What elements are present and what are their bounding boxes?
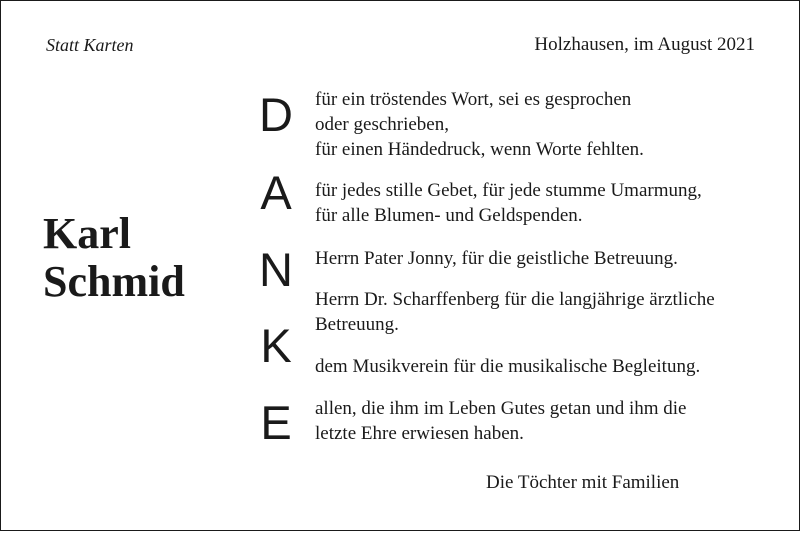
card-type-label: Statt Karten bbox=[46, 35, 134, 55]
place-date: Holzhausen, im August 2021 bbox=[534, 34, 755, 55]
last-name: Schmid bbox=[43, 257, 185, 306]
danke-vertical bbox=[253, 1, 299, 534]
thanks-paragraph-5: dem Musikverein für die musikalische Begleitung. bbox=[315, 356, 701, 377]
deceased-name bbox=[43, 210, 185, 306]
danke-letter-k: K bbox=[260, 319, 292, 372]
thanks-paragraph-2: für jedes stille Gebet, für jede stumme Umarmung, für alle Blumen- und Geldspenden. bbox=[315, 180, 702, 226]
thanks-paragraph-4: Herrn Dr. Scharffenberg für die langjährige ärztliche Betreuung. bbox=[315, 289, 715, 335]
signature: Die Töchter mit Familien bbox=[486, 472, 680, 493]
danke-letter-e: E bbox=[260, 396, 292, 449]
danke-letter-a: A bbox=[260, 166, 292, 219]
danke-letter-d: D bbox=[259, 88, 293, 141]
danke-letter-n: N bbox=[259, 243, 293, 296]
thanks-paragraph-6: allen, die ihm im Leben Gutes getan und ihm die letzte Ehre erwiesen haben. bbox=[315, 398, 687, 444]
thanks-paragraph-1: für ein tröstendes Wort, sei es gesprochen oder geschrieben, für einen Händedruck, wenn Worte fehlten. bbox=[315, 89, 644, 160]
thanks-paragraph-3: Herrn Pater Jonny, für die geistliche Betreuung. bbox=[315, 248, 678, 269]
first-name: Karl bbox=[43, 209, 131, 258]
